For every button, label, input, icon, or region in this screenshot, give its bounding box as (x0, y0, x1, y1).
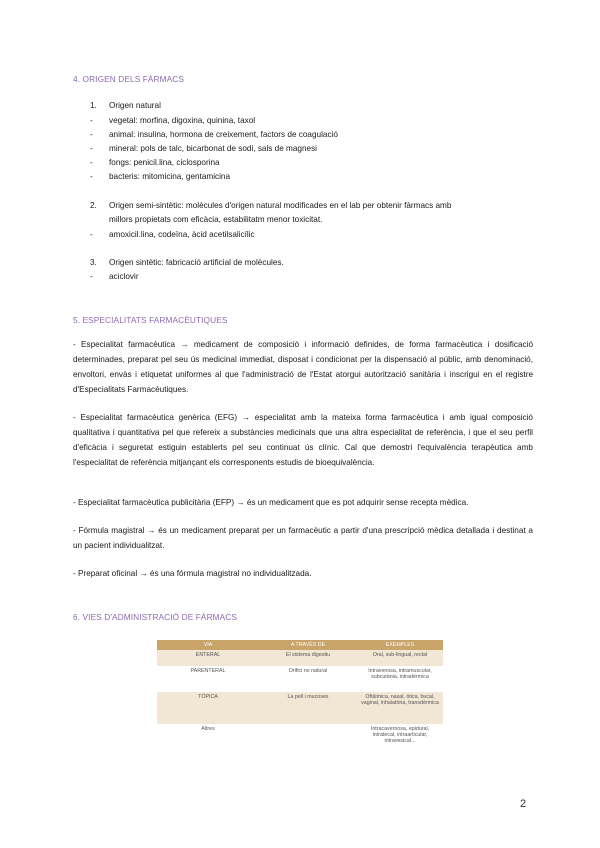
paragraph-formula-magistral: - Fórmula magistral → és un medicament preparat per un farmacèutic a partir d'una prescripció mèdica detallada i destinat a un pacient individualitzat. (73, 526, 533, 550)
header-a-traves-de: A TRAVÉS DE (259, 640, 357, 650)
list-item: amoxicil.lina, codeïna, àcid acetilsalicílic (109, 230, 255, 239)
list-number: 2. (90, 201, 97, 210)
table-cell: Orifici no natural (259, 666, 357, 692)
page-number: 2 (520, 798, 527, 810)
list-item: aciclovir (109, 272, 139, 281)
table-row (157, 666, 443, 692)
bullet-dash: - (90, 272, 93, 281)
table-row (157, 724, 443, 756)
origin-natural-title: Origen natural (109, 101, 161, 110)
origin-synthetic-title: Origen sintètic: fabricació artificial de molècules. (109, 258, 284, 267)
section-6-title: 6. VIES D'ADMINISTRACIÓ DE FÀRMACS (73, 612, 238, 622)
paragraph-efp: - Especialitat farmacèutica publicitària (EFP) → és un medicament que es pot adquirir sense recepta mèdica. (73, 498, 469, 507)
bullet-dash: - (90, 230, 93, 239)
origin-semisynthetic-line1: Origen semi-sintètic: molècules d'origen natural modificades en el lab per obtenir fàrmacs amb (109, 201, 452, 210)
paragraph-preparat-oficinal: - Preparat oficinal → és una fórmula magistral no individualitzada. (73, 569, 312, 578)
table-cell: Altres (157, 724, 259, 756)
table-row (157, 650, 443, 666)
table-header-row (157, 640, 443, 650)
administration-routes-table (157, 640, 443, 756)
header-via: VIA (157, 640, 259, 650)
table-cell: Intravenosa, intramuscular, subcutània, intradèrmica (357, 666, 443, 692)
bullet-dash: - (90, 130, 93, 139)
table-cell: TÒPICA (157, 692, 259, 724)
list-item: bacteris: mitomicina, gentamicina (109, 172, 231, 181)
list-item: fongs: penicil.lina, ciclosporina (109, 158, 220, 167)
table-cell: El sistema digestiu (259, 650, 357, 666)
table-row (157, 692, 443, 724)
table-cell: Oral, sub-lingual, rectal (357, 650, 443, 666)
section-5-title: 5. ESPECIALITATS FARMACÈUTIQUES (73, 315, 228, 325)
list-item: animal: insulina, hormona de creixement, factors de coagulació (109, 130, 338, 139)
table-cell (259, 724, 357, 756)
bullet-dash: - (90, 158, 93, 167)
table-cell: PARENTERAL (157, 666, 259, 692)
table-cell: ENTERAL (157, 650, 259, 666)
bullet-dash: - (90, 172, 93, 181)
list-item: mineral: pols de talc, bicarbonat de sodi, sals de magnesi (109, 144, 317, 153)
bullet-dash: - (90, 144, 93, 153)
list-number: 1. (90, 101, 97, 110)
paragraph-efg: - Especialitat farmacèutica genèrica (EFG) → especialitat amb la mateixa forma farmacèutica i amb igual composició qualitativa i quantitativa pel que refereix a substàncies medicinals que una altra especialitat de referència, i que el seu perfil d'eficàcia i seguretat estiguin establerts pel seu continuat ús clínic. Cal que demostri l'equivalència terapèutica amb l'especialitat de referència mitjançant els corresponents estudis de bioequivalència. (73, 413, 533, 467)
list-number: 3. (90, 258, 97, 267)
header-exemples: EXEMPLES (357, 640, 443, 650)
bullet-dash: - (90, 116, 93, 125)
list-item: vegetal: morfina, digoxina, quinina, taxol (109, 116, 256, 125)
table-cell: Oftàlmica, nasal, òtica, bucal, vaginal, inhalatòria, transdèrmica (357, 692, 443, 724)
table-cell: Intracavernosa, epidural, intratecal, intraarticular, intravesical... (357, 724, 443, 756)
paragraph-especialitat: - Especialitat farmacèutica → medicament de composició i informació definides, de forma farmacèutica i dosificació determinades, preparat pel seu ús medicinal immediat, disposat i condicionat per la dispensació al públic, amb denominació, envoltori, envàs i etiquetat uniformes al que l'administració de l'Estat atorgui autorització sanitària i inscrigui en el registre d'Especialitats Farmacèutiques. (73, 340, 533, 394)
table-cell: La pell i mucoses (259, 692, 357, 724)
section-4-title: 4. ORIGEN DELS FÀRMACS (73, 74, 185, 84)
origin-semisynthetic-line2: millors propietats com eficàcia, estabilitatm menor toxicitat. (109, 215, 323, 224)
